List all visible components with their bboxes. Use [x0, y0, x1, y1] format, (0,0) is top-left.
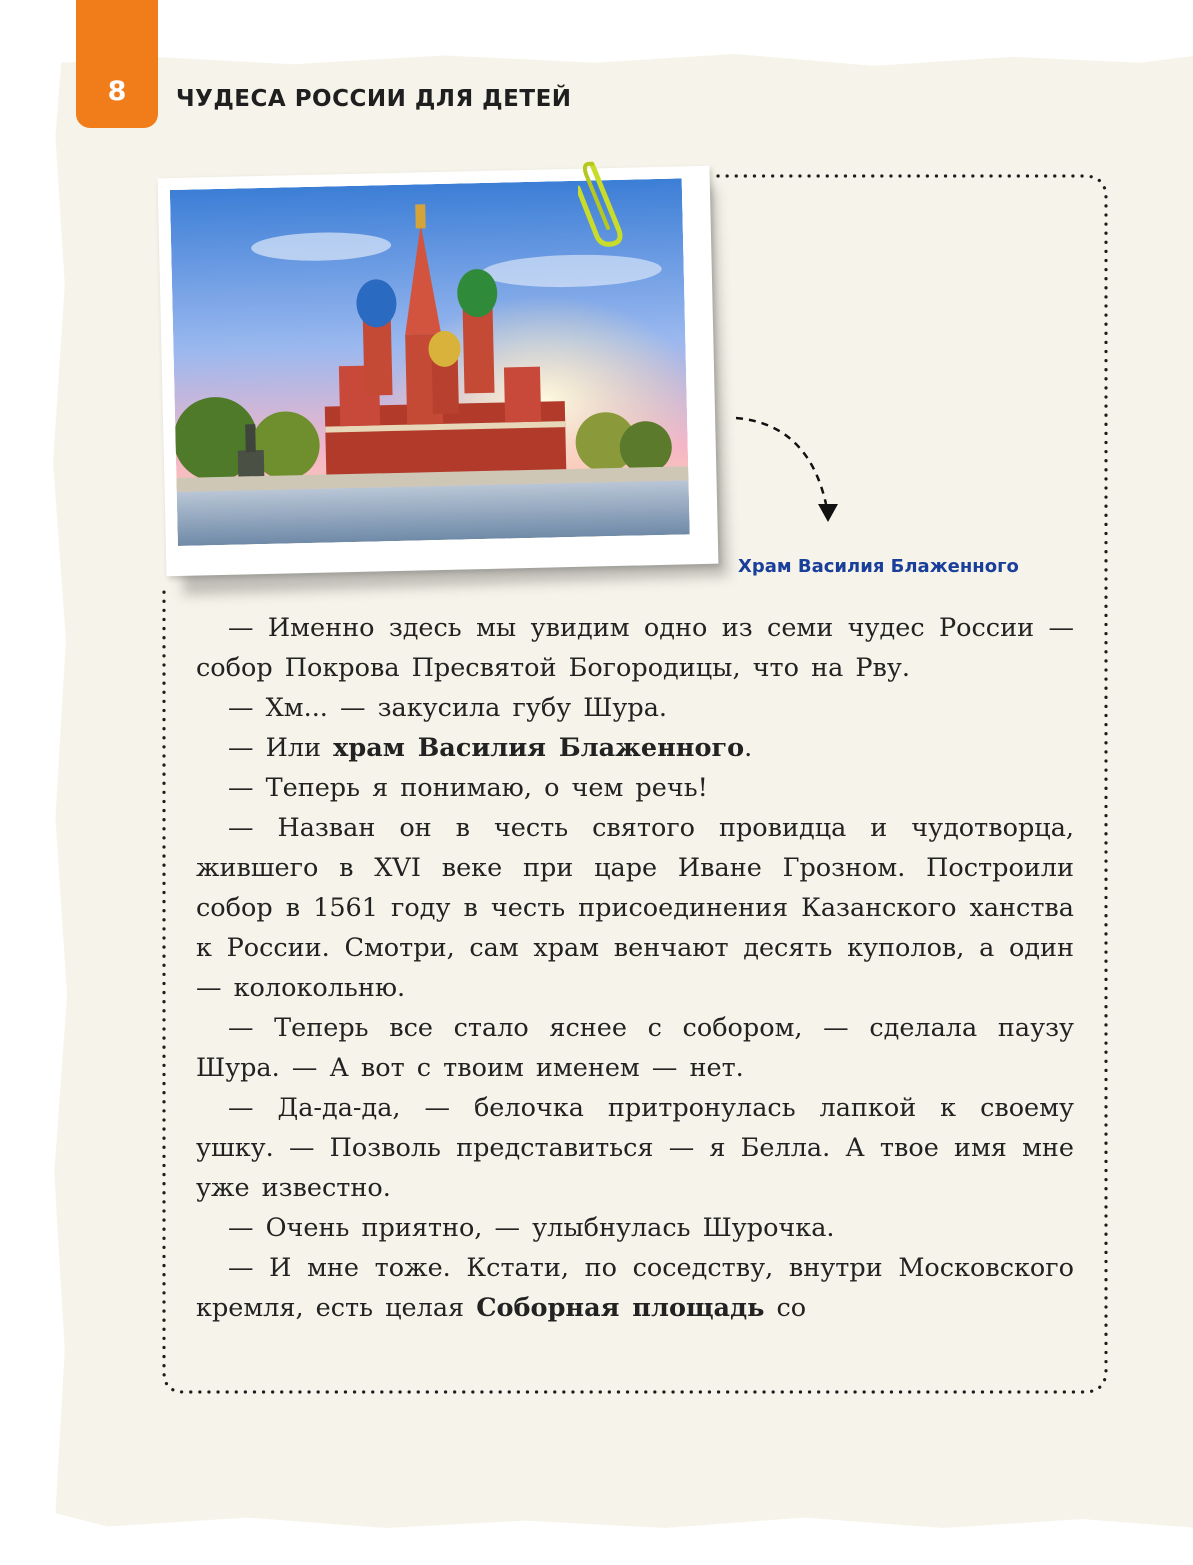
bold-term: храм Василия Блаженного — [333, 733, 745, 763]
story-paragraph — [196, 1008, 1074, 1088]
page-number: 8 — [107, 76, 127, 107]
text-run: — И мне тоже. Кстати, по соседству, внутри Московского кремля, есть целая — [196, 1253, 1074, 1323]
story-paragraph — [196, 688, 1074, 728]
text-run: — Да-да-да, — белочка притронулась лапкой к своему ушку. — Позволь представиться — я Белла. А твое имя мне уже известно. — [196, 1093, 1074, 1203]
text-run: — Или — [228, 733, 334, 763]
curved-arrow-icon — [728, 404, 848, 534]
text-run: — Теперь все стало яснее с собором, — сделала паузу Шура. — А вот с твоим именем — нет. — [196, 1013, 1074, 1083]
story-paragraph — [196, 1088, 1074, 1208]
text-run: — Теперь я понимаю, о чем речь! — [228, 773, 708, 803]
story-text — [196, 608, 1074, 1328]
text-run: — Назван он в честь святого провидца и чудотворца, жившего в XVI веке при царе Иване Грозном. Построили собор в 1561 году в честь присоединения Казанского ханства к России. Смотри, сам храм венчают десять куполов, а один — колокольню. — [196, 813, 1074, 1003]
photo-caption: Храм Василия Блаженного — [738, 556, 1019, 577]
bold-term: Соборная площадь — [476, 1293, 765, 1323]
story-paragraph — [196, 808, 1074, 1008]
running-header-title: ЧУДЕСА РОССИИ ДЛЯ ДЕТЕЙ — [176, 86, 572, 112]
text-run: — Хм... — закусила губу Шура. — [228, 693, 668, 723]
text-run: . — [744, 733, 753, 763]
text-run: — Очень приятно, — улыбнулась Шурочка. — [228, 1213, 835, 1243]
story-paragraph — [196, 608, 1074, 688]
text-run: — Именно здесь мы увидим одно из семи чудес России — собор Покрова Пресвятой Богородицы, что на Рву. — [196, 613, 1074, 683]
story-paragraph — [196, 1208, 1074, 1248]
paperclip-icon — [578, 158, 638, 248]
story-paragraph — [196, 1248, 1074, 1328]
text-run: со — [764, 1293, 807, 1323]
story-paragraph — [196, 728, 1074, 768]
story-paragraph — [196, 768, 1074, 808]
